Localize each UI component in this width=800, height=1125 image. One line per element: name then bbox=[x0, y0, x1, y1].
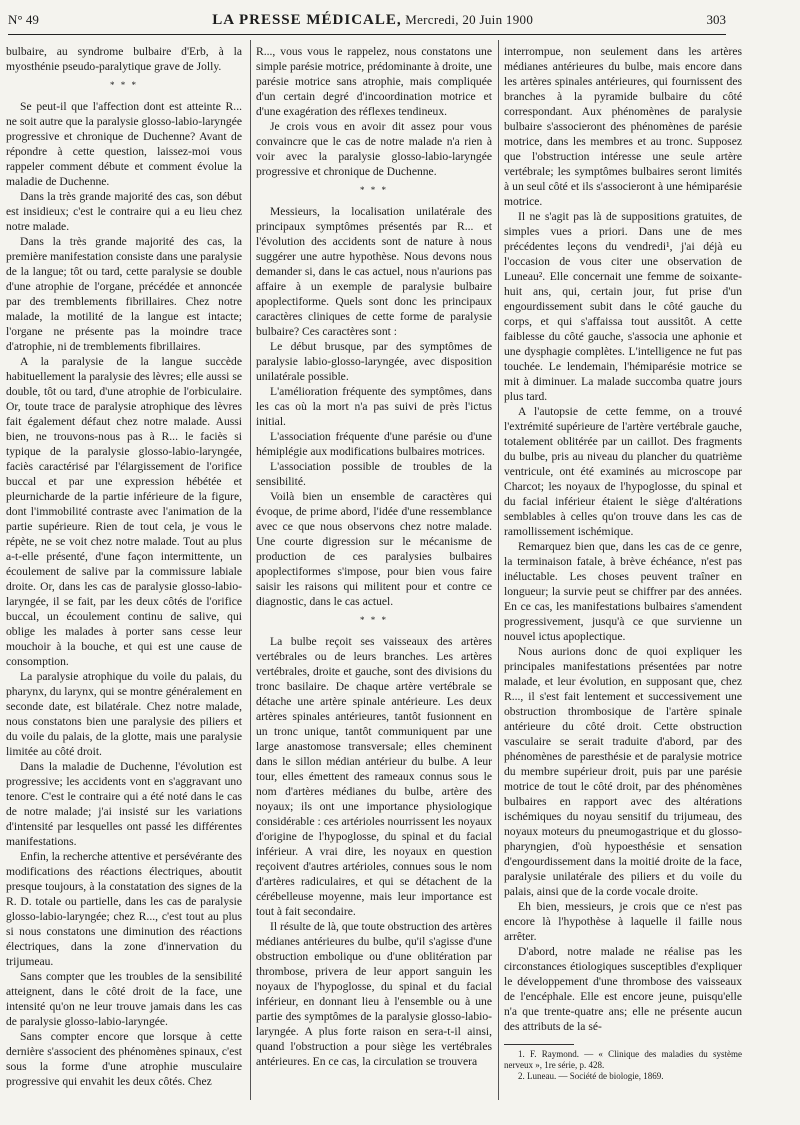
paragraph: Dans la très grande majorité des cas, la première manifestation consiste dans une paralysie de la langue; tôt ou tard, cette paralysie se double d'une atrophie de l'organe, précédée et annoncée par des tremblements fibrillaires. Chez notre malade, la motilité de la langue est intacte; l'organe ne présente pas la moindre trace d'atrophie, ni de tremblements fibrillaires. bbox=[6, 235, 242, 353]
paragraph: Se peut-il que l'affection dont est atteinte R... ne soit autre que la paralysie glosso-labio-laryngée progressive et chronique de Duchenne? Avant de répondre à cette question, laissez-moi vous rappeler comment débute et comment évolue la maladie de Duchenne. bbox=[6, 100, 242, 188]
section-separator: * * * bbox=[360, 615, 388, 625]
paragraph: A l'autopsie de cette femme, on a trouvé l'extrémité supérieure de l'artère vertébrale gauche, totalement oblitérée par un caillot. Des fragments du bulbe, pris au niveau du plancher du quatrième ventricule, ont été examinés au microscope par Charcot; les noyaux de l'hypoglosse, du spinal et du facial inférieur étaient le siège d'altérations semblables à celles qu'on trouve dans les cas de ramollissement ischémique. bbox=[504, 405, 742, 538]
paragraph: D'abord, notre malade ne réalise pas les circonstances étiologiques susceptibles d'expliquer le développement d'une thrombose des vaisseaux de l'encéphale. Elle est encore jeune, puisqu'elle n'a que trente-quatre ans; elle ne présente aucun des attributs de la sé- bbox=[504, 945, 742, 1033]
column-divider bbox=[250, 40, 251, 1100]
paragraph: Dans la maladie de Duchenne, l'évolution est progressive; les accidents vont en s'aggravant uno tenore. C'est le contraire qui a été noté dans le cas de notre malade; j'ai insisté sur les variations d'intensité par lesquelles ont passé les différentes manifestations. bbox=[6, 760, 242, 848]
footnote: 1. F. Raymond. — « Clinique des maladies du système nerveux », 1re série, p. 428. bbox=[504, 1049, 742, 1070]
paragraph: Dans la très grande majorité des cas, son début est insidieux; c'est le contraire qui a eu lieu chez notre malade. bbox=[6, 190, 242, 233]
paragraph: Voilà bien un ensemble de caractères qui évoque, de prime abord, l'idée d'une ressemblance avec ce que nous observons chez notre malade. Une courte digression sur le mécanisme de production de ces paralysies bulbaires apoplectiformes s'impose, pour bien vous faire saisir les raisons qui militent pour et contre ce diagnostic, dans le cas actuel. bbox=[256, 490, 492, 608]
paragraph: bulbaire, au syndrome bulbaire d'Erb, à la myosthénie pseudo-paralytique grave de Jolly. bbox=[6, 45, 242, 73]
issue-date: Mercredi, 20 Juin 1900 bbox=[405, 12, 534, 27]
paragraph: Eh bien, messieurs, je crois que ce n'est pas encore là l'hypothèse à laquelle il faille nous arrêter. bbox=[504, 900, 742, 943]
paragraph: Je crois vous en avoir dit assez pour vous convaincre que le cas de notre malade n'a rien à voir avec la paralysie glosso-labio-laryngée progressive et chronique de Duchenne. bbox=[256, 120, 492, 178]
paragraph: interrompue, non seulement dans les artères médianes antérieures du bulbe, mais encore dans les artères spinales antérieures, qui fournissent des branches à la pyramide bulbaire du côté correspondant. Aux phénomènes de paralysie bulbaire s'associeront des phénomènes de parésie motrice, dans les membres et au tronc. Supposez que l'obstruction intéresse une seule artère vertébrale; les symptômes bulbaires seront limités à un seul côté et ils s'associeront à une hémiparésie motrice. bbox=[504, 45, 742, 208]
paragraph: Il ne s'agit pas là de suppositions gratuites, de simples vues a priori. Dans une de mes précédentes leçons du vendredi¹, j'ai déjà eu l'occasion de vous citer une observation de Luneau². Elle concernait une femme de soixante-huit ans, qui, certain jour, fut prise d'un engourdissement subit dans le côté gauche du corps, et qui s'affaissa tout aussitôt. A cette faiblesse du côté gauche, s'associa une aphonie et une dysphagie complètes. L'intelligence ne fut pas touchée. Le lendemain, l'hémiparésie motrice se mit à diminuer. La malade succomba quatre jours plus tard. bbox=[504, 210, 742, 403]
paragraph: Il résulte de là, que toute obstruction des artères médianes antérieures du bulbe, qu'il s'agisse d'une obstruction embolique ou d'une oblitération par thrombose, privera de leur apport sanguin les noyaux de l'hypoglosse, du spinal et du facial inférieur, en donnant lieu à l'ensemble ou à une partie des symptômes de la paralysie glosso-labio-laryngée. A plus forte raison en sera-t-il ainsi, quand l'obstruction a pour siège les vertébrales antérieures. En ce cas, la circulation se trouvera bbox=[256, 920, 492, 1068]
page-number: 303 bbox=[706, 12, 726, 27]
text-column-3 bbox=[504, 44, 742, 1082]
section-separator: * * * bbox=[110, 80, 138, 90]
paragraph: Remarquez bien que, dans les cas de ce genre, la terminaison fatale, à brève échéance, n'est pas inéluctable. Les choses peuvent traîner en longueur; la survie peut se chiffrer par des années. En ce cas, les manifestations bulbaires s'amendent progressivement, jusqu'à ce que survienne un nouvel ictus apoplectique. bbox=[504, 540, 742, 643]
issue-number: N° 49 bbox=[8, 12, 39, 27]
footnote-rule bbox=[504, 1044, 574, 1045]
paragraph: La paralysie atrophique du voile du palais, du pharynx, du larynx, qui se montre généralement en seconde date, est bilatérale. Chez notre malade, nous constatons bien une paralysie des piliers et du voile du palais, de la glotte, mais une paralysie limitée au côté droit. bbox=[6, 670, 242, 758]
text-column-2 bbox=[256, 44, 492, 1069]
paragraph: La bulbe reçoit ses vaisseaux des artères vertébrales ou de leurs branches. Les artères vertébrales, droite et gauche, sont des divisions du tronc basilaire. De chaque artère vertébrale se détache une artère spinale antérieure. Les deux artères spinales antérieures, tantôt fusionnent en un tronc unique, tantôt communiquent par une large anastomose transversale; elles cheminent dans le sillon médian antérieur du bulbe. A leur tour, elles émettent des rameaux connus sous le nom d'artères médianes du bulbe, artère des noyaux; ils ont une importance physiologique considérable : ces artérioles nourrissent les noyaux d'origine de l'hypoglosse, du spinal et du facial inférieur. A vrai dire, les noyaux en question reçoivent d'autres artérioles, connues sous le nom d'artères radiculaires, et qui se détachent de la cérébelleuse moyenne, mais leur importance est tout à fait secondaire. bbox=[256, 635, 492, 918]
page-header bbox=[8, 12, 726, 35]
masthead-line bbox=[212, 12, 533, 29]
paragraph: Le début brusque, par des symptômes de paralysie labio-glosso-laryngée, avec disposition unilatérale possible. bbox=[256, 340, 492, 383]
paragraph: L'association possible de troubles de la sensibilité. bbox=[256, 460, 492, 488]
footnote: 2. Luneau. — Société de biologie, 1869. bbox=[518, 1071, 664, 1081]
masthead-title: LA PRESSE MÉDICALE, bbox=[212, 12, 402, 28]
paragraph: L'association fréquente d'une parésie ou d'une hémiplégie aux modifications bulbaires motrices. bbox=[256, 430, 492, 458]
paragraph: Sans compter encore que lorsque à cette dernière s'associent des phénomènes spinaux, c'est sous la forme d'une atrophie musculaire progressive qui envahit les deux côtés. Chez bbox=[6, 1030, 242, 1088]
section-separator: * * * bbox=[360, 185, 388, 195]
paragraph: Sans compter que les troubles de la sensibilité atteignent, dans le côté droit de la face, une intensité qu'on ne leur trouve jamais dans les cas de paralysie glosso-labio-laryngée. bbox=[6, 970, 242, 1028]
paragraph: Enfin, la recherche attentive et persévérante des modifications des réactions électriques, aboutit presque toujours, à la constatation des signes de la R. D. totale ou partielle, dans les cas de paralysie glosso-labio-laryngée; chez R..., c'est tout au plus si nous constatons une diminution des réactions électriques, dans la zone d'innervation du trijumeau. bbox=[6, 850, 242, 968]
paragraph: A la paralysie de la langue succède habituellement la paralysie des lèvres; elle aussi se double, tôt ou tard, d'une atrophie de l'orbiculaire. Or, toute trace de paralysie atrophique des lèvres fait également défaut chez notre malade. Aussi bien, ne trouvons-nous pas à R... le faciès si typique de la paralysie glosso-labio-laryngée, faciès caractérisé par l'élargissement de l'orifice buccal et par une expression hébétée et pleurnicharde de la partie inférieure de la figure, dont l'immobilité contraste avec l'animation de la partie supérieure. Rien de tout cela, je vous le répète, ne se voit chez notre malade. Tout au plus a-t-elle présenté, d'une façon intermittente, un écoulement de salive par la commissure labiale droite. Or, dans les cas de paralysie glosso-labio-laryngée, il se fait, par les deux côtés de l'orifice buccal, un écoulement continu de salive, qui oblige les malades à porter sans cesse leur mouchoir à la bouche, et qui est une cause de consomption. bbox=[6, 355, 242, 668]
paragraph: L'amélioration fréquente des symptômes, dans les cas où la mort n'a pas suivi de près l'ictus initial. bbox=[256, 385, 492, 428]
paragraph: R..., vous vous le rappelez, nous constatons une simple parésie motrice, prédominante à droite, une parésie motrice sans atrophie, mais compliquée d'un certain degré d'incoordination motrice et d'une exagération des réflexes tendineux. bbox=[256, 45, 492, 118]
paragraph: Nous aurions donc de quoi expliquer les principales manifestations présentées par notre malade, et leur évolution, en supposant que, chez R..., il s'est fait lentement et successivement une obstruction thrombosique de l'artère spinale antérieure du côté droit. Cette obstruction vasculaire se serait traduite d'abord, par des phénomènes de paresthésie et de paralysie motrice du membre supérieur droit, puis par une parésie motrice de tout le côté droit, par des phénomènes bulbaires en rapport avec des altérations ischémiques du noyau sensitif du trijumeau, des noyaux moteurs du pneumogastrique et du glosso-pharyngien, d'où hypoesthésie et sensation d'engourdissement dans la moitié droite de la face, paralysie unilatérale des piliers et du voile du palais, ainsi que de la corde vocale droite. bbox=[504, 645, 742, 898]
column-divider bbox=[498, 40, 499, 1100]
paragraph: Messieurs, la localisation unilatérale des principaux symptômes présentés par R... et l'évolution des accidents sont de nature à nous suggérer une autre hypothèse. Nous devons nous demander si, dans le cas actuel, nous n'aurions pas affaire à un exemple de paralysie bulbaire apoplectiforme. Quels sont donc les principaux caractères cliniques de cette forme de paralysie bulbaire? Ces caractères sont : bbox=[256, 205, 492, 338]
text-column-1 bbox=[6, 44, 242, 1089]
